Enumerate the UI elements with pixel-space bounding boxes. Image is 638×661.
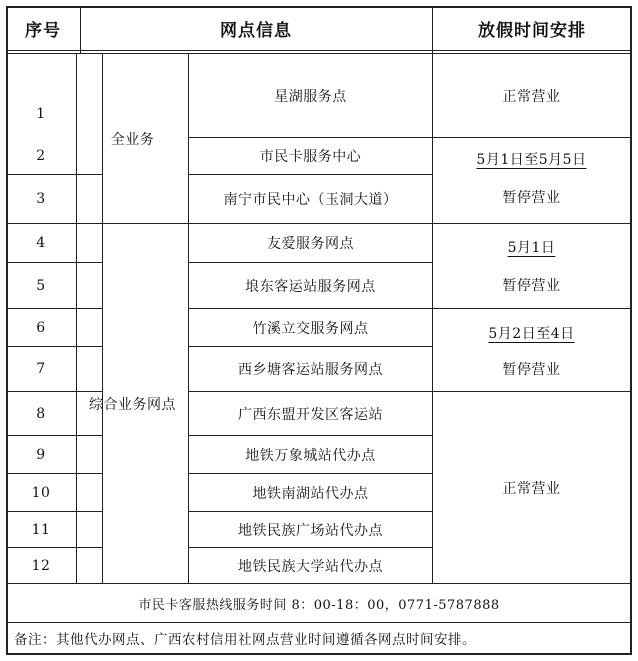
- schedule-table: [6, 6, 632, 655]
- hotline-text: 市民卡客服热线服务时间 8：00-18：00，0771-5787888: [138, 597, 500, 613]
- outlet-name: 星湖服务点: [274, 88, 347, 105]
- header-info: 网点信息: [220, 21, 292, 41]
- outlet-name: 地铁南湖站代办点: [252, 485, 369, 502]
- outlet-name: 广西东盟开发区客运站: [238, 406, 383, 423]
- outlet-name: 地铁民族大学站代办点: [238, 558, 383, 575]
- schedule-status: 暂停营业: [502, 278, 561, 294]
- outlet-name: 南宁市民中心（玉洞大道）: [223, 192, 398, 208]
- seq-cell: 3: [36, 191, 46, 207]
- seq-cell: 9: [36, 446, 46, 463]
- seq-cell: 4: [36, 235, 46, 251]
- seq-cell: 10: [31, 484, 51, 501]
- outlet-name: 竹溪立交服务网点: [252, 320, 369, 337]
- border-right: [630, 6, 632, 655]
- outlet-name: 友爱服务网点: [267, 236, 354, 252]
- outlet-name: 地铁万象城站代办点: [245, 447, 376, 464]
- seq-cell: 1: [36, 106, 46, 122]
- note-text: 备注：其他代办网点、广西农村信用社网点营业时间遵循各网点时间安排。: [14, 632, 476, 648]
- seq-cell: 5: [36, 277, 46, 294]
- seq-cell: 8: [36, 405, 46, 422]
- seq-cell: 12: [31, 557, 51, 574]
- outlet-name: 西乡塘客运站服务网点: [238, 362, 383, 378]
- seq-cell: 6: [36, 319, 46, 336]
- schedule-status: 暂停营业: [502, 362, 561, 378]
- border-bottom: [6, 653, 632, 655]
- schedule-date: 5月2日至4日: [488, 326, 575, 342]
- schedule-date: 5月1日: [507, 240, 556, 256]
- outlet-name: 市民卡服务中心: [259, 149, 362, 165]
- category-comprehensive: 综合业务网点: [89, 396, 176, 413]
- header-schedule: 放假时间安排: [478, 21, 586, 41]
- seq-cell: 7: [36, 361, 46, 377]
- outlet-name: 埌东客运站服务网点: [245, 278, 376, 295]
- header-seq: 序号: [25, 21, 61, 41]
- schedule-status: 暂停营业: [502, 190, 561, 206]
- seq-cell: 11: [31, 521, 51, 538]
- schedule-normal: 正常营业: [502, 88, 561, 105]
- schedule-date: 5月1日至5月5日: [476, 152, 587, 168]
- schedule-normal: 正常营业: [502, 480, 561, 497]
- category-full-service: 全业务: [110, 131, 155, 148]
- seq-cell: 2: [36, 148, 46, 164]
- outlet-name: 地铁民族广场站代办点: [238, 522, 383, 539]
